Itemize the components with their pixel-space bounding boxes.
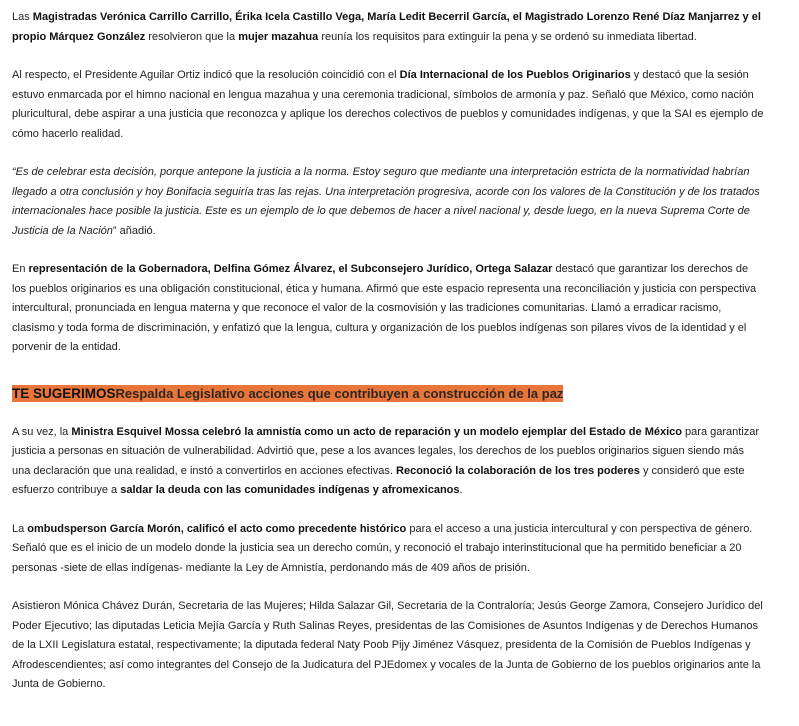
text: reunía los requisitos para extinguir la pena y se ordenó su inmediata libertad. bbox=[318, 30, 697, 43]
bold-text: Ministra Esquivel Mossa celebró la amnistía como un acto de reparación y un modelo ejemplar del Estado de México bbox=[71, 425, 682, 438]
bold-text: Día Internacional de los Pueblos Originarios bbox=[399, 69, 631, 81]
text: destacó que garantizar los derechos de los pueblos originarios es una obligación constitucional, ética y humana. Afirmó que este espacio representa una reconciliación y justicia con perspectiva intercultural, pronunciada en lengua materna y que reconoce el valor de la cosmovisión y las tradiciones comunitarias. Llamó a erradicar racismo, clasismo y toda forma de discriminación, y enfatizó que la lengua, cultura y organización de los pueblos indígenas son pilares vivos de la identidad y el porvenir de la entidad. bbox=[12, 263, 757, 353]
bold-text: mujer mazahua bbox=[238, 30, 319, 43]
text: Las bbox=[12, 11, 33, 23]
text: para garantizar justicia a personas en situación de vulnerabilidad. Advirtió que, pese a los avances legales, los derechos de los pueblos originarios siguen siendo más una declaración que una realidad, e instó a convertirlos en acciones efectivas. bbox=[12, 425, 760, 477]
paragraph-attendees bbox=[12, 597, 764, 695]
suggested-article-banner bbox=[12, 385, 764, 403]
text: Asistieron Mónica Chávez Durán, Secretaria de las Mujeres; Hilda Salazar Gil, Secretaria de la Contraloría; Jesús George Zamora, Consejero Jurídico del Poder Ejecutivo; las diputadas Leticia Mejía García y Ruth Salinas Reyes, presidentas de las Comisiones de Asuntos Indígenas y de Derechos Humanos de la LXII Legislatura estatal, respectivamente; la diputada federal Naty Poob Pijy Jiménez Vásquez, presidenta de la Comisión de Pueblos Indígenas y Afrodescendientes; así como integrantes del Consejo de la Judicatura del PJEdomex y vocales de la Junta de Gobierno de los pueblos originarios ante la Junta de Gobierno. bbox=[12, 600, 763, 690]
text: y destacó que la sesión estuvo enmarcada por el himno nacional en lengua mazahua y una ceremonia tradicional, símbolos de armonía y paz. Señaló que México, como nación pluricultural, debe aspirar a una justicia que reconozca y aplique los derechos colectivos de pueblos y comunidades indígenas, y que la SAI es ejemplo de cómo hacerlo realidad. bbox=[12, 69, 764, 140]
paragraph-ombudsperson bbox=[12, 520, 764, 579]
text: resolvieron que la bbox=[145, 30, 239, 43]
bold-text: Magistradas Verónica Carrillo Carrillo, Érika Icela Castillo Vega, María Ledit Becerril García, el Magistrado Lorenzo René Díaz Manjarrez y el propio Márquez González bbox=[12, 11, 761, 43]
bold-text: Reconoció la colaboración de los tres poderes bbox=[396, 464, 640, 477]
text: y consideró que este esfuerzo contribuye a bbox=[12, 464, 745, 496]
paragraph-subconsejero bbox=[12, 260, 764, 358]
suggested-article-link[interactable]: Respalda Legislativo acciones que contribuyen a construcción de la paz bbox=[115, 385, 564, 401]
paragraph-ministra bbox=[12, 423, 764, 501]
text: . bbox=[459, 484, 463, 496]
article-body bbox=[12, 8, 764, 714]
bold-text: ombudsperson García Morón, calificó el acto como precedente histórico bbox=[27, 522, 407, 535]
text: La bbox=[12, 522, 28, 535]
text: A su vez, la bbox=[12, 425, 72, 438]
bold-text: representación de la Gobernadora, Delfina Gómez Álvarez, el Subconsejero Jurídico, Ortega Salazar bbox=[28, 263, 553, 275]
suggested-tag: TE SUGERIMOS bbox=[12, 385, 116, 401]
quote-attribution: ” añadió. bbox=[112, 224, 156, 237]
bold-text: saldar la deuda con las comunidades indígenas y afromexicanos bbox=[120, 484, 460, 496]
quote-text: “Es de celebrar esta decisión, porque antepone la justicia a la norma. Estoy seguro que mediante una interpretación estricta de la normatividad habrían llegado a otra conclusión y hoy Bonifacia seguiría tras las rejas. Una interpretación progresiva, acorde con los valores de la Constitución y de los tratados internacionales hace posible la justicia. Este es un ejemplo de lo que debemos de hacer a nivel nacional y, desde luego, en la nueva Suprema Corte de Justicia de la Nación bbox=[12, 166, 760, 237]
text: Al respecto, el Presidente Aguilar Ortiz indicó que la resolución coincidió con el bbox=[12, 69, 400, 81]
paragraph-president-statement bbox=[12, 66, 764, 144]
text: En bbox=[12, 263, 29, 275]
paragraph-magistrates-resolution bbox=[12, 8, 764, 47]
text: para el acceso a una justicia intercultural y con perspectiva de género. Señaló que es el inicio de un modelo donde la justicia sea un derecho común, y reconoció el trabajo interinstitucional que ha permitido beneficiar a 20 personas -siete de ellas indígenas- mediante la Ley de Amnistía, perdonando más de 409 años de prisión. bbox=[12, 522, 753, 574]
paragraph-quote bbox=[12, 163, 764, 241]
